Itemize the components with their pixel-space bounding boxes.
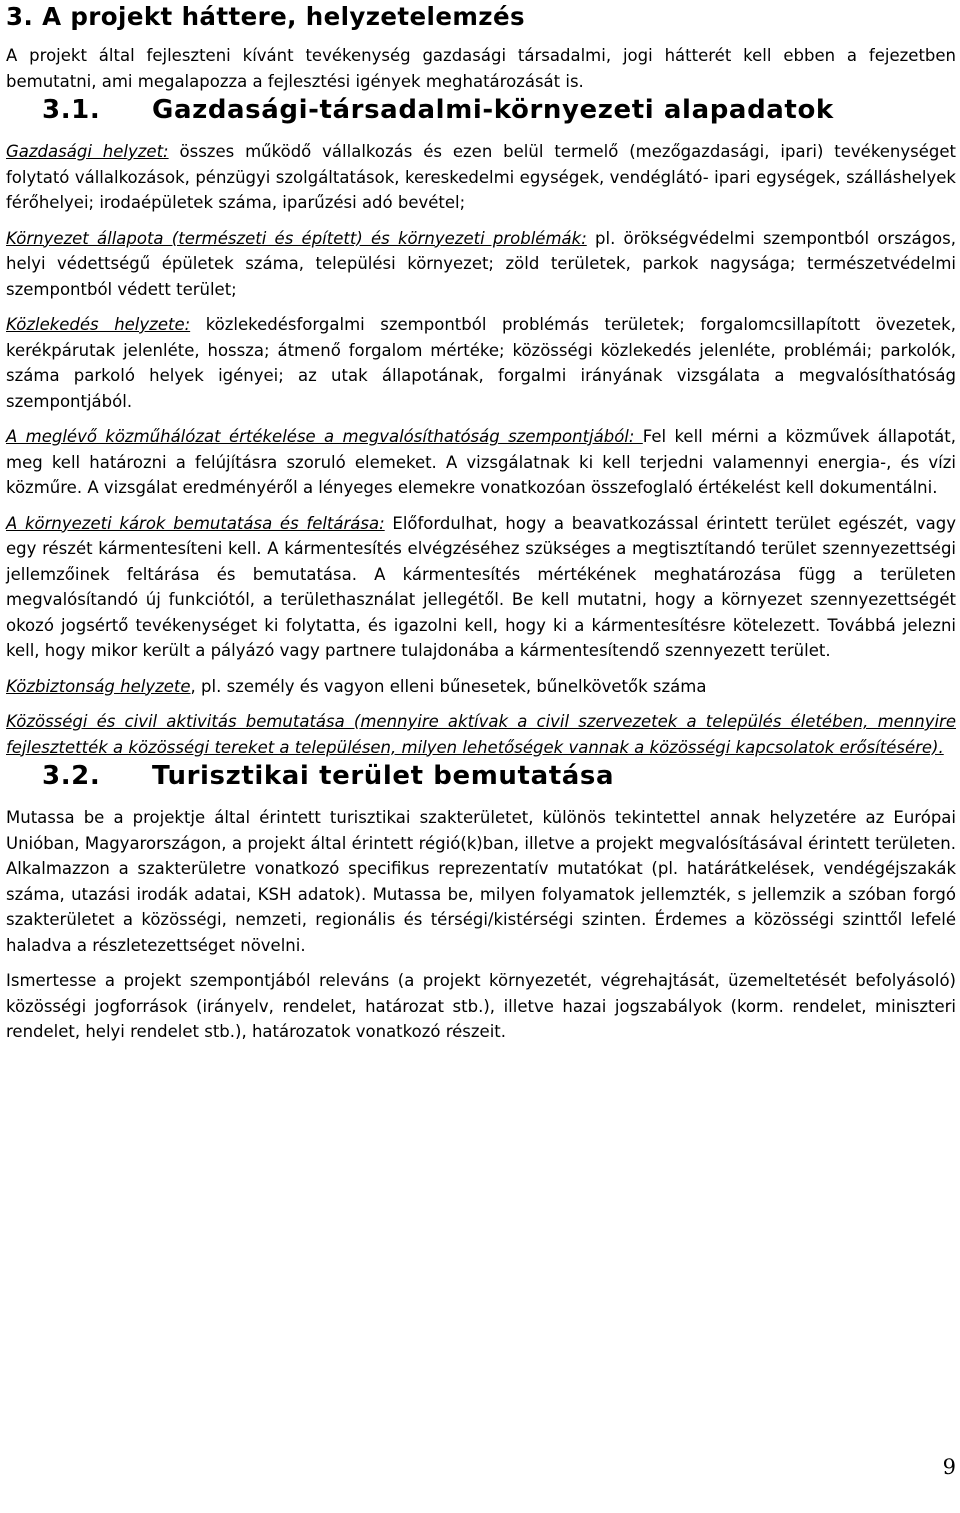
transport-label: Közlekedés helyzete: xyxy=(6,315,191,334)
environmental-damage-text: Előfordulhat, hogy a beavatkozással érintett terület egészét, vagy egy részét kármentesíteni kell. A kármentesítés elvégzéséhez szükséges a megtisztítandó terület szennyezettségi jellemzőinek feltárása és bemutatása. A kármentesítés mértékének meghatározása függ a területen megvalósítandó új funkciótól, a területhasználat jellegétől. Be kell mutatni, hogy a környezet szennyezettségét okozó jogsértő tevékenységet ki folytatta, és igazolni kell, hogy ki a kármentesítésre kötelezett. Továbbá jelezni kell, hogy mikor került a pályázó vagy partnere tulajdonába a kármentesítendő szennyezett terület. xyxy=(6,513,957,660)
public-safety-label: Közbiztonság helyzete xyxy=(6,676,191,696)
section-3-2-number: 3.2. xyxy=(42,761,101,791)
section-3-2-heading xyxy=(6,760,956,792)
environment-label: Környezet állapota (természeti és épített) és környezeti problémák: xyxy=(6,228,587,248)
economic-situation-text: összes működő vállalkozás és ezen belül termelő (mezőgazdasági, ipari) tevékenységet folytató vállalkozások, pénzügyi szolgáltatások, kereskedelmi egységek, vendéglátó- ipari egységek, szálláshelyek férőhelyei; irodaépületek száma, iparűzési adó bevétel; xyxy=(6,142,956,212)
utility-network-text: Fel kell mérni a közművek állapotát, meg kell határozni a felújításra szoruló elemeket. A vizsgálatnak ki kell terjedni valamennyi energia-, és vízi közműre. A vizsgálat eredményéről a lényeges elemekre vonatkozóan összefoglaló értékelést kell dokumentálni. xyxy=(6,427,956,497)
section-3-1-heading xyxy=(6,94,956,126)
utility-network-paragraph xyxy=(6,424,956,501)
transport-paragraph xyxy=(6,312,956,414)
environmental-damage-label: A környezeti károk bemutatása és feltárása: xyxy=(6,513,385,533)
transport-text: közlekedésforgalmi szempontból problémás területek; forgalomcsillapított övezetek, kerékpárutak jelenléte, hossza; átmenő forgalom mértéke; közösségi közlekedés jelenléte, problémái; parkolók, száma parkoló helyek igényei; az utak állapotának, forgalmi irányának vizsgálata a megvalósíthatóság szempontjából. xyxy=(6,315,956,411)
intro-paragraph: A projekt által fejleszteni kívánt tevékenység gazdasági társadalmi, jogi hátterét kell ebben a fejezetben bemutatni, ami megalapozza a fejlesztési igények meghatározását is. xyxy=(6,46,956,91)
tourism-paragraph-2: Ismertesse a projekt szempontjából releváns (a projekt környezetét, végrehajtását, üzemeltetését befolyásoló) közösségi jogforrások (irányelv, rendelet, határozat stb.), illetve hazai jogszabályok (korm. rendelet, miniszteri rendelet, helyi rendelet stb.), határozatok vonatkozó részeit. xyxy=(6,971,956,1041)
economic-situation-paragraph xyxy=(6,139,956,216)
civil-activity-paragraph xyxy=(6,709,956,760)
civil-activity-text: Közösségi és civil aktivitás bemutatása (mennyire aktívak a civil szervezetek a település életében, mennyire fejlesztették a közösségi tereket a településen, milyen lehetőségek vannak a közösségi kapcsolatok erősítésére). xyxy=(6,712,956,757)
section-3-1-number: 3.1. xyxy=(42,95,101,125)
environmental-damage-paragraph xyxy=(6,511,956,664)
utility-network-label: A meglévő közműhálózat értékelése a megvalósíthatóság szempontjából: xyxy=(6,427,643,446)
public-safety-paragraph xyxy=(6,674,956,700)
public-safety-text: , pl. személy és vagyon elleni bűnesetek, bűnelkövetők száma xyxy=(190,676,707,696)
section-3-1-title: Gazdasági-társadalmi-környezeti alapadatok xyxy=(152,95,834,125)
section-3-2-title: Turisztikai terület bemutatása xyxy=(152,761,615,791)
document-page xyxy=(6,0,956,1045)
environment-text: pl. örökségvédelmi szempontból országos, helyi védettségű épületek száma, települési környezet; zöld területek, parkok nagysága; természetvédelmi szempontból védett terület; xyxy=(6,228,956,299)
economic-situation-label: Gazdasági helyzet: xyxy=(6,142,169,161)
page-number: 9 xyxy=(942,1455,956,1479)
tourism-paragraph-1: Mutassa be a projektje által érintett turisztikai szakterületet, különös tekintettel annak helyzetére az Európai Unióban, Magyarországon, a projekt által érintett régió(k)ban, illetve a projekt megvalósításával érintett területen. Alkalmazzon a szakterületre vonatkozó specifikus reprezentatív mutatókat (pl. határátkelések, vendégéjszakák száma, utazási irodák adatai, KSH adatok). Mutassa be, milyen folyamatok jellemzték, s jellemzik a szóban forgó szakterületet a közösségi, nemzeti, regionális és térségi/kistérségi szinten. Érdemes a közösségi szinttől lefelé haladva a részletezettséget növelni. xyxy=(6,808,956,955)
chapter-heading: 3. A projekt háttere, helyzetelemzés xyxy=(6,2,525,31)
environment-paragraph xyxy=(6,226,956,303)
